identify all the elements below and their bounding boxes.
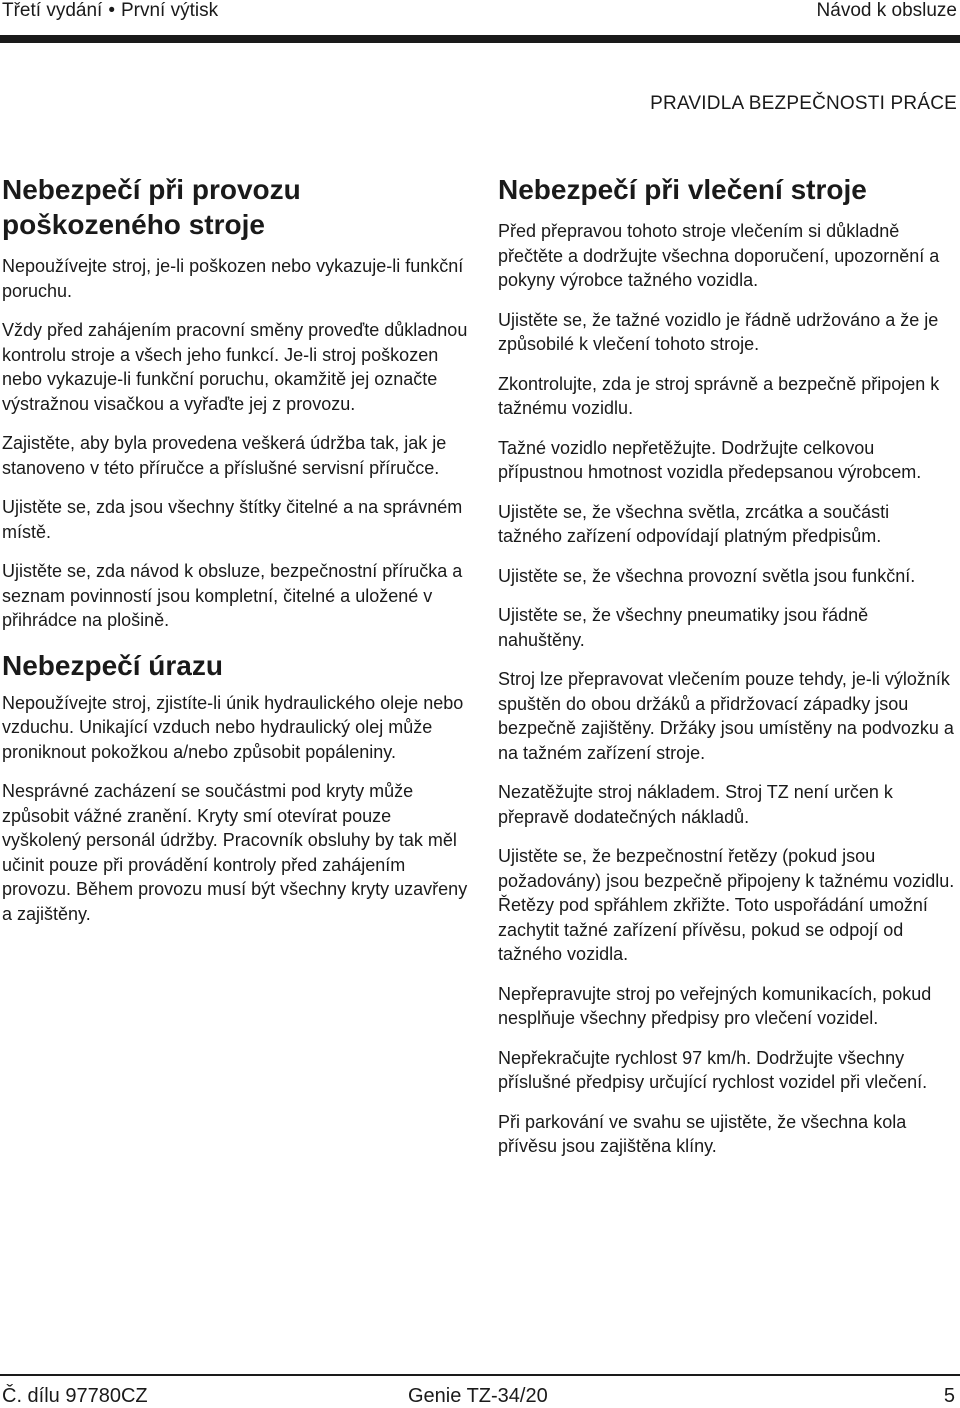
- paragraph: Ujistěte se, že všechny pneumatiky jsou řádně nahuštěny.: [498, 605, 869, 650]
- printing-text: První výtisk: [120, 0, 219, 21]
- paragraph: Ujistěte se, že tažné vozidlo je řádně udržováno a že je způsobilé k vlečení tohoto stroje.: [498, 309, 939, 354]
- page-number: 5: [943, 1385, 955, 1407]
- paragraph: Zajistěte, aby byla provedena veškerá údržba tak, jak je stanoveno v této příručce a příslušné servisní příručce.: [2, 433, 447, 478]
- right-column: [498, 172, 958, 1174]
- paragraph: Nepoužívejte stroj, zjistíte-li únik hydraulického oleje nebo vzduchu. Unikající vzduch nebo hydraulický olej může proniknout pokožkou a/nebo způsobit popáleniny.: [2, 692, 464, 762]
- header-divider: [0, 35, 960, 43]
- bullet-separator: •: [108, 0, 115, 21]
- paragraph: Ujistěte se, že všechna provozní světla jsou funkční.: [498, 565, 916, 586]
- heading-towing: Nebezpečí při vlečení stroje: [498, 174, 867, 205]
- footer-divider: [0, 1374, 960, 1376]
- paragraph: Vždy před zahájením pracovní směny proveďte důkladnou kontrolu stroje a všech jeho funkcí. Je-li stroj poškozen nebo vykazuje-li funkční poruchu, okamžitě jej označte výstražnou visačkou a vyřaďte jej z provozu.: [2, 320, 468, 414]
- paragraph: Nepřekračujte rychlost 97 km/h. Dodržujte všechny příslušné předpisy určující rychlost vozidel při vlečení.: [498, 1047, 928, 1092]
- page-header: [0, 0, 960, 44]
- paragraph: Ujistěte se, zda návod k obsluze, bezpečnostní příručka a seznam povinností jsou kompletní, čitelné a uložené v přihrádce na plošině.: [2, 561, 463, 630]
- paragraph: Ujistěte se, že bezpečnostní řetězy (pokud jsou požadovány) jsou bezpečně připojeny k tažnému vozidlu. Řetězy pod spřáhlem zkřižte. Toto uspořádání umožní zachytit tažné zařízení přívěsu, pokud se odpojí od tažného vozidla.: [498, 846, 955, 964]
- paragraph: Nepřepravujte stroj po veřejných komunikacích, pokud nesplňuje všechny předpisy pro vlečení vozidel.: [498, 983, 932, 1028]
- paragraph: Stroj lze přepravovat vlečením pouze tehdy, je-li výložník spuštěn do obou držáků a přidržovací západky jsou bezpečně zajištěny. Držáky jsou umístěny na podvozku a na tažném zařízení stroje.: [498, 669, 954, 763]
- paragraph: Nesprávné zacházení se součástmi pod kryty může způsobit vážné zranění. Kryty smí otevírat pouze vyškolený personál údržby. Pracovník obsluhy by tak měl učinit pouze při provádění kontroly před zahájením provozu. Během provozu musí být všechny kryty uzavřeny a zajištěny.: [2, 781, 468, 924]
- paragraph: Ujistěte se, že všechna světla, zrcátka a součásti tažného zařízení odpovídají platným předpisům.: [498, 501, 890, 546]
- edition-text: Třetí vydání: [2, 0, 103, 21]
- section-title: PRAVIDLA BEZPEČNOSTI PRÁCE: [650, 93, 957, 114]
- paragraph: Ujistěte se, zda jsou všechny štítky čitelné a na správném místě.: [2, 497, 463, 542]
- paragraph: Tažné vozidlo nepřetěžujte. Dodržujte celkovou přípustnou hmotnost vozidla předepsanou výrobcem.: [498, 437, 922, 482]
- left-column: [2, 172, 472, 941]
- paragraph: Zkontrolujte, zda je stroj správně a bezpečně připojen k tažnému vozidlu.: [498, 373, 940, 418]
- paragraph: Nepoužívejte stroj, je-li poškozen nebo vykazuje-li funkční poruchu.: [2, 256, 464, 301]
- paragraph: Před přepravou tohoto stroje vlečením si důkladně přečtěte a dodržujte všechna doporučení, upozornění a pokyny výrobce tažného vozidla.: [498, 221, 940, 290]
- paragraph: Nezatěžujte stroj nákladem. Stroj TZ není určen k přepravě dodatečných nákladů.: [498, 782, 893, 827]
- edition-info: [2, 0, 218, 22]
- part-number: Č. dílu 97780CZ: [2, 1385, 148, 1407]
- heading-damaged-machine: Nebezpečí při provozu poškozeného stroje: [2, 174, 301, 240]
- manual-type: Návod k obsluze: [816, 0, 957, 21]
- paragraph: Při parkování ve svahu se ujistěte, že všechna kola přívěsu jsou zajištěna klíny.: [498, 1111, 907, 1156]
- heading-injury: Nebezpečí úrazu: [2, 649, 223, 681]
- model-name: Genie TZ-34/20: [408, 1385, 548, 1407]
